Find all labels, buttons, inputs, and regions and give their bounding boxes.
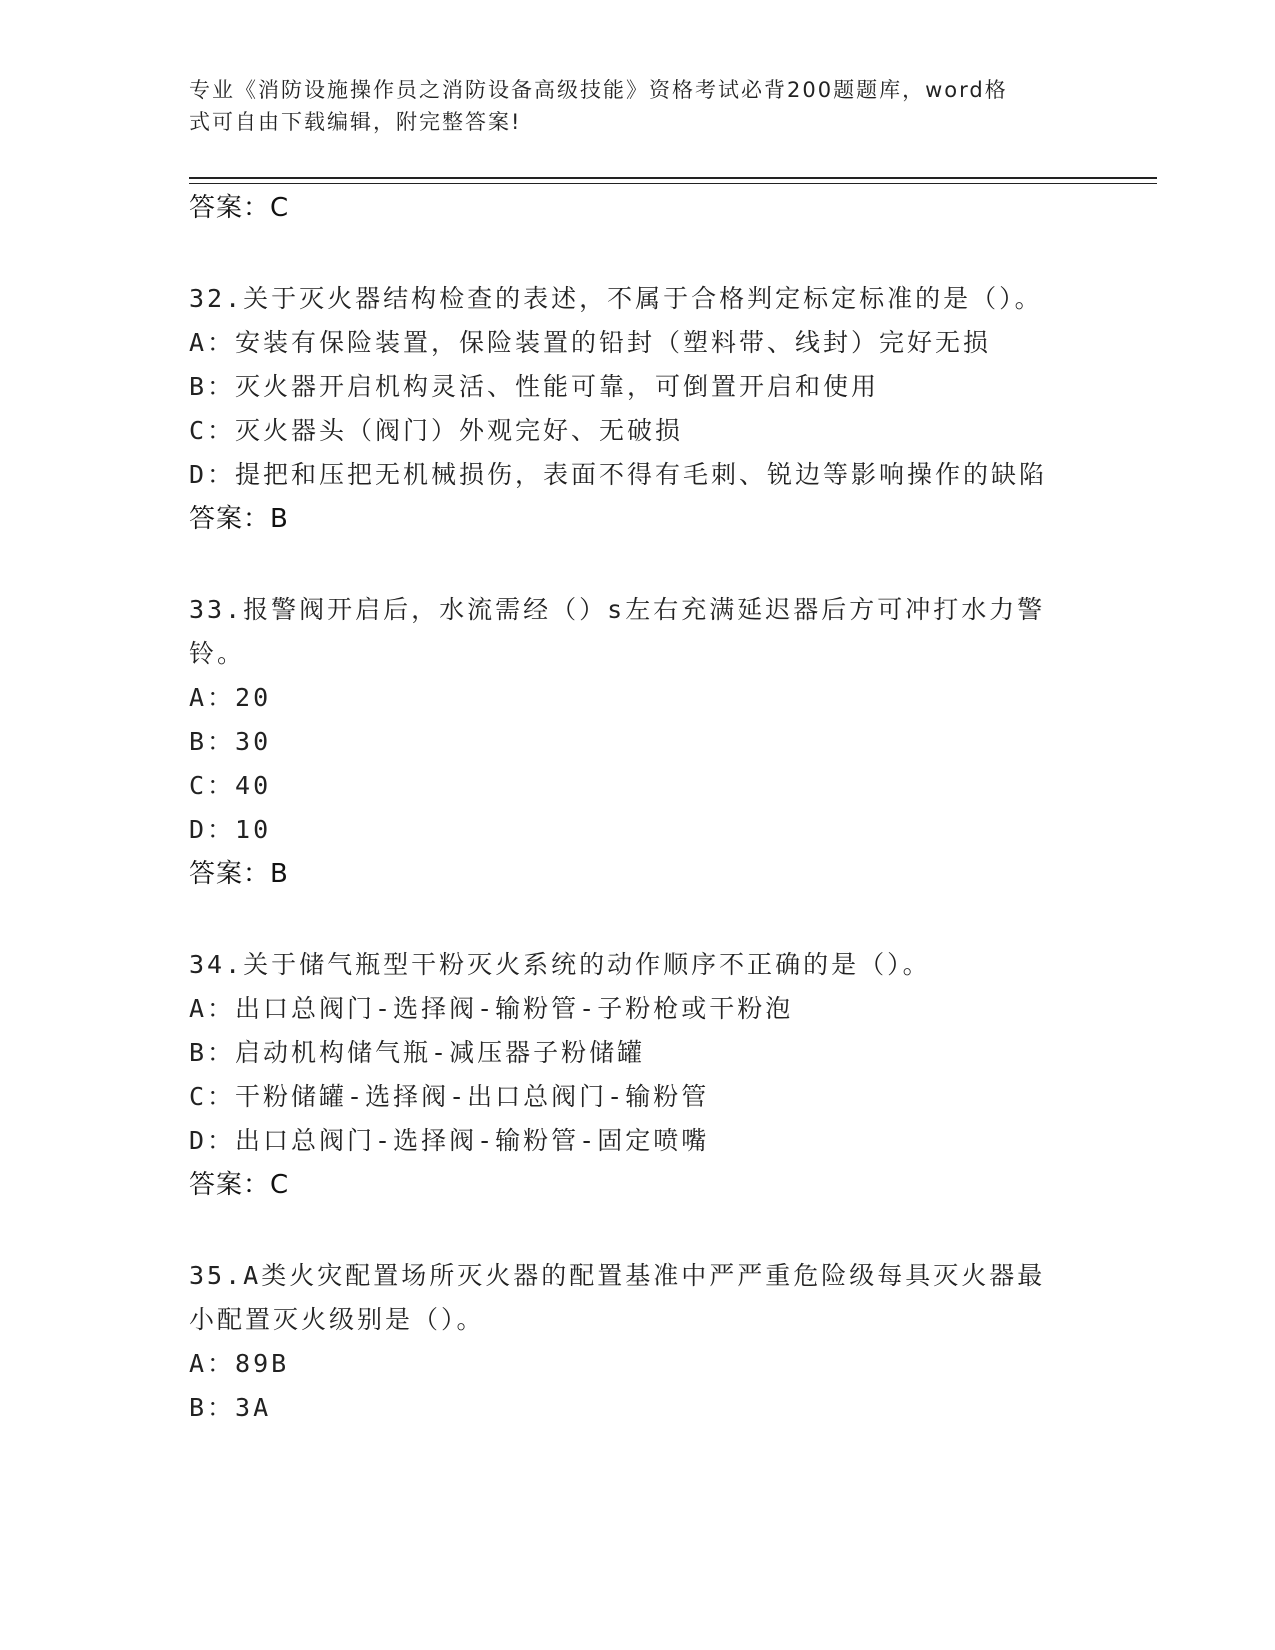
question-34-option-a: A：出口总阀门-选择阀-输粉管-子粉枪或干粉泡 <box>189 994 794 1023</box>
header-line-1: 专业《消防设施操作员之消防设备高级技能》资格考试必背200题题库，word格 <box>189 78 1008 102</box>
question-32-option-c: C：灭火器头（阀门）外观完好、无破损 <box>189 416 684 445</box>
question-32-option-d: D：提把和压把无机械损伤，表面不得有毛刺、锐边等影响操作的缺陷 <box>189 460 1048 489</box>
question-33-stem-line-1: 33.报警阀开启后，水流需经（）s左右充满延迟器后方可冲打水力警 <box>189 595 1046 624</box>
answer-31: 答案：C <box>189 193 290 223</box>
question-34-option-c: C：干粉储罐-选择阀-出口总阀门-输粉管 <box>189 1082 710 1111</box>
header-rule-thin <box>189 183 1157 184</box>
question-33-option-d: D：10 <box>189 815 272 844</box>
question-34-option-b: B：启动机构储气瓶-减压器子粉储罐 <box>189 1038 646 1067</box>
question-35-option-a: A：89B <box>189 1349 290 1378</box>
question-35-stem-line-2: 小配置灭火级别是（）。 <box>189 1305 485 1334</box>
question-32-option-a: A：安装有保险装置，保险装置的铅封（塑料带、线封）完好无损 <box>189 328 992 357</box>
question-32-option-b: B：灭火器开启机构灵活、性能可靠，可倒置开启和使用 <box>189 372 880 401</box>
header-line-2: 式可自由下载编辑，附完整答案! <box>189 110 522 134</box>
answer-34: 答案：C <box>189 1170 290 1200</box>
question-35-option-b: B：3A <box>189 1393 272 1422</box>
answer-33: 答案：B <box>189 859 289 889</box>
question-33-option-c: C：40 <box>189 771 272 800</box>
question-33-option-b: B：30 <box>189 727 272 756</box>
question-33-stem-line-2: 铃。 <box>189 639 246 668</box>
question-32-stem: 32.关于灭火器结构检查的表述，不属于合格判定标定标准的是（）。 <box>189 284 1043 313</box>
question-35-stem-line-1: 35.A类火灾配置场所灭火器的配置基准中严严重危险级每具灭火器最 <box>189 1261 1046 1290</box>
answer-32: 答案：B <box>189 504 289 534</box>
question-34-stem: 34.关于储气瓶型干粉灭火系统的动作顺序不正确的是（）。 <box>189 950 931 979</box>
header-rule-thick <box>189 177 1157 179</box>
question-33-option-a: A：20 <box>189 683 272 712</box>
document-header <box>189 74 1069 138</box>
question-34-option-d: D：出口总阀门-选择阀-输粉管-固定喷嘴 <box>189 1126 710 1155</box>
